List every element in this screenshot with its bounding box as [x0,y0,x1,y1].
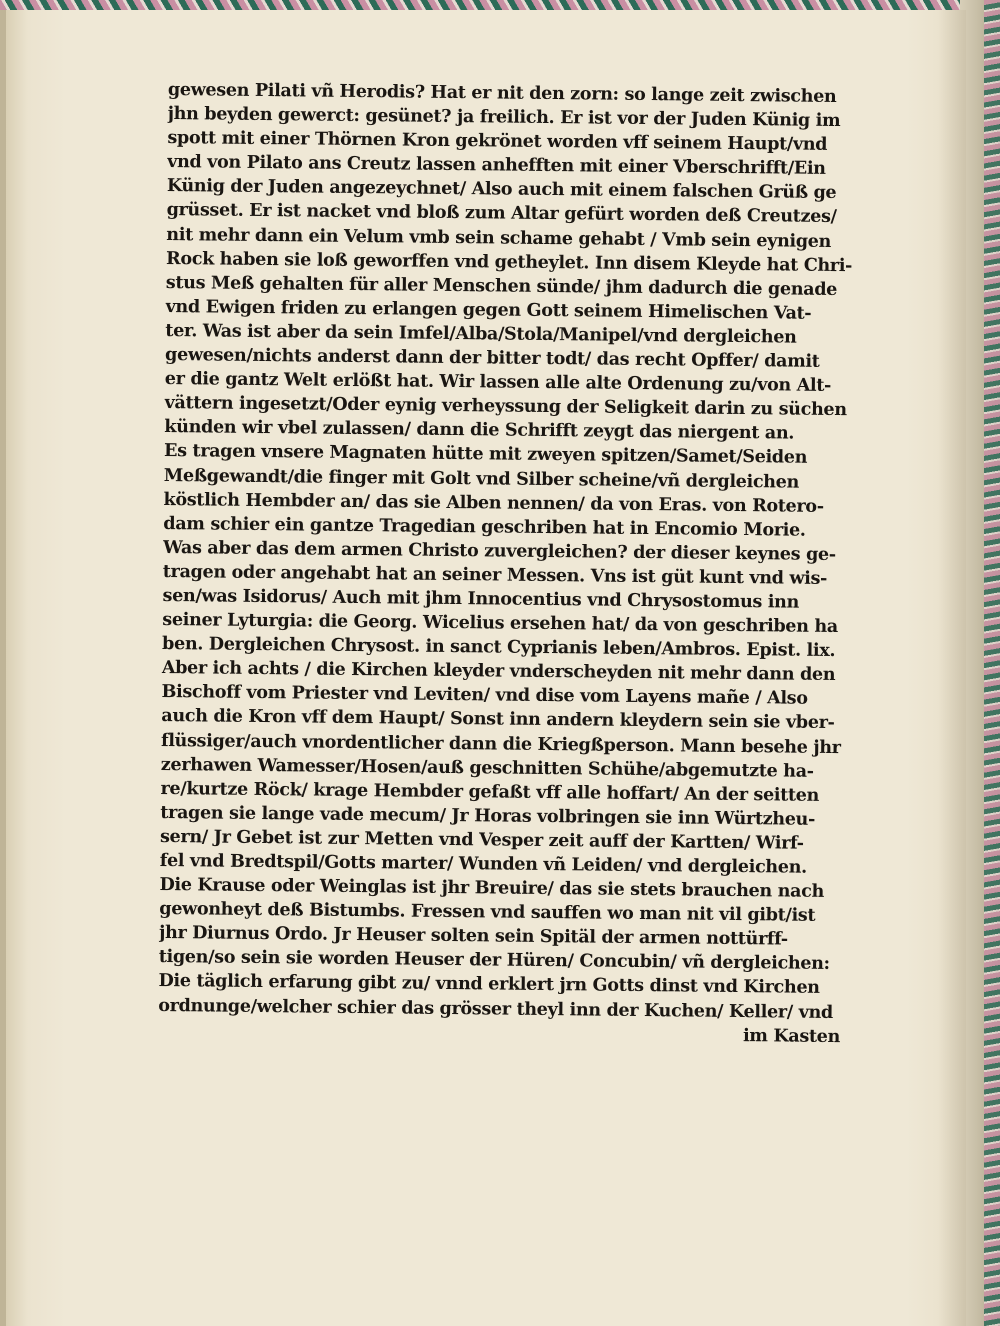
text-line: Künig der Juden angezeychnet/ Also auch mit einem falschen Grüß ge [166,175,837,204]
marbled-fore-edge [984,0,1000,1326]
text-line: nit mehr dann ein Velum vmb sein schame gehabt / Vmb sein eynigen [166,223,832,252]
text-line: gewesen/nichts anderst dann der bitter todt/ das recht Opffer/ damit [164,344,820,372]
text-line: er die gantz Welt erlößt hat. Wir lassen alle alte Ordenung zu/von Alt- [164,368,832,397]
text-line: Meßgewandt/die finger mit Golt vnd Silber scheine/vñ dergleichen [163,464,800,493]
page-text-block [158,78,880,1049]
text-line: gewesen Pilati vñ Herodis? Hat er nit den zorn: so lange zeit zwischen [167,78,837,107]
text-line: sern/ Jr Gebet ist zur Metten vnd Vesper zeit auff der Kartten/ Wirf- [159,825,804,854]
text-line: Die Krause oder Weinglas ist jhr Breuire/ das sie stets brauchen nach [159,874,825,903]
text-line: Es tragen vnsere Magnaten hütte mit zweyen spitzen/Samet/Seiden [163,440,808,469]
text-line: künden wir vbel zulassen/ dann die Schrifft zeygt das niergent an. [164,416,795,444]
text-line: Was aber das dem armen Christo zuvergleichen? der dieser keynes ge- [162,536,836,565]
text-line: ordnunge/welcher schier das grösser theyl inn der Kuchen/ Keller/ vnd [158,994,834,1023]
text-line: jhr Diurnus Ordo. Jr Heuser solten sein Spitäl der armen nottürff- [158,922,788,950]
text-line: ter. Was ist aber da sein Imfel/Alba/Stola/Manipel/vnd dergleichen [165,319,797,348]
text-line: sen/was Isidorus/ Auch mit jhm Innocentius vnd Chrysostomus inn [162,584,800,613]
text-line: vnd von Pilato ans Creutz lassen anhefften mit einer Vberschrifft/Ein [167,151,826,180]
text-line: Aber ich achts / die Kirchen kleyder vnderscheyden nit mehr dann den [161,657,836,686]
text-line: grüsset. Er ist nacket vnd bloß zum Altar gefürt worden deß Creutzes/ [166,199,837,228]
text-line: stus Meß gehalten für aller Menschen sünde/ jhm dadurch die genade [165,271,838,300]
text-line: tragen sie lange vade mecum/ Jr Horas volbringen sie inn Würtzheu- [160,801,816,830]
text-line: spott mit einer Thörnen Kron gekrönet worden vff seinem Haupt/vnd [167,127,828,156]
text-line: re/kurtze Röck/ krage Hembder gefaßt vff alle hoffart/ An der seitten [160,777,820,806]
text-line: vättern ingesetzt/Oder eynig verheyssung der Seligkeit darin zu süchen [164,392,847,421]
text-line: fel vnd Bredtspil/Gotts marter/ Wunden vñ Leiden/ vnd dergleichen. [159,849,807,878]
text-line: dam schier ein gantze Tragedian geschriben hat in Encomio Morie. [163,512,806,541]
text-line: Bischoff vom Priester vnd Leviten/ vnd dise vom Layens mañe / Also [161,681,808,710]
text-line: köstlich Hembder an/ das sie Alben nennen/ da von Eras. von Rotero- [163,488,824,517]
text-line: vnd Ewigen friden zu erlangen gegen Gott seinem Himelischen Vat- [165,295,812,324]
text-line: Die täglich erfarung gibt zu/ vnnd erklert jrn Gotts dinst vnd Kirchen [158,970,820,999]
text-line: jhn beyden gewerct: gesünet? ja freilich. Er ist vor der Juden Künig im [167,103,841,132]
text-line: flüssiger/auch vnordentlicher dann die Kriegßperson. Mann besehe jhr [160,729,841,758]
text-line: seiner Lyturgia: die Georg. Wicelius ersehen hat/ da von geschriben ha [162,609,839,638]
page-gutter-shadow [938,10,966,1326]
text-line: gewonheyt deß Bistumbs. Fressen vnd sauffen wo man nit vil gibt/ist [159,898,816,927]
text-line: ben. Dergleichen Chrysost. in sanct Cyprianis leben/Ambros. Epist. lix. [161,633,836,662]
text-line: zerhawen Wamesser/Hosen/auß geschnitten Schühe/abgemutzte ha- [160,753,814,782]
text-line: tragen oder angehabt hat an seiner Messen. Vns ist güt kunt vnd wis- [162,560,828,589]
text-line: tigen/so sein sie worden Heuser der Hüren/ Concubin/ vñ dergleichen: [158,946,830,975]
text-line: auch die Kron vff dem Haupt/ Sonst inn andern kleydern sein sie vber- [161,705,835,734]
text-line: Rock haben sie loß geworffen vnd getheylet. Inn disem Kleyde hat Chri- [166,247,853,276]
catchword: im Kasten [742,1024,841,1047]
